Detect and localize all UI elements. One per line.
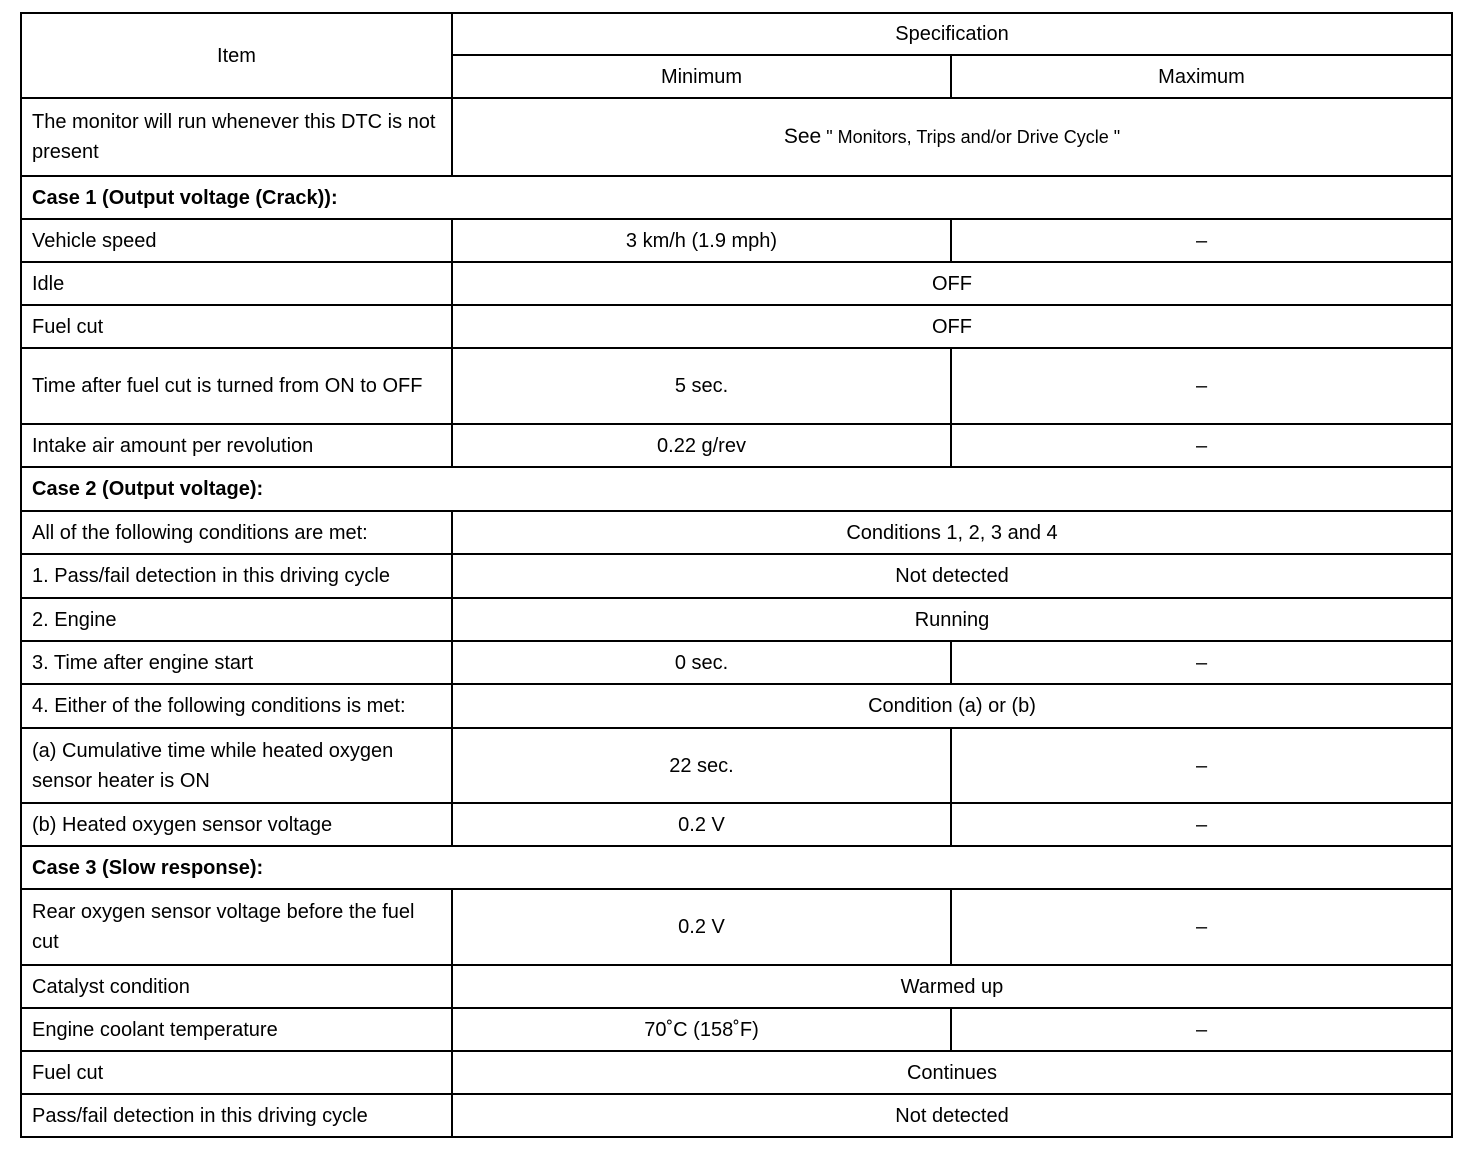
- table-row: [21, 889, 1452, 965]
- row-maximum: –: [951, 889, 1452, 965]
- table-row: [21, 728, 1452, 803]
- row-item: Catalyst condition: [21, 965, 452, 1008]
- row-maximum: –: [951, 348, 1452, 424]
- case-3-title: Case 3 (Slow response):: [21, 846, 1452, 889]
- row-item: (b) Heated oxygen sensor voltage: [21, 803, 452, 846]
- row-item: 1. Pass/fail detection in this driving cycle: [21, 554, 452, 598]
- row-value: Condition (a) or (b): [452, 684, 1452, 728]
- table-row: [21, 262, 1452, 305]
- table-row: [21, 98, 1452, 176]
- row-value: Conditions 1, 2, 3 and 4: [452, 511, 1452, 554]
- row-value: Continues: [452, 1051, 1452, 1094]
- table-row: [21, 803, 1452, 846]
- row-maximum: –: [951, 641, 1452, 684]
- header-row-top: [21, 13, 1452, 55]
- row-value: [452, 98, 1452, 176]
- row-maximum: –: [951, 803, 1452, 846]
- row-item: Time after fuel cut is turned from ON to OFF: [21, 348, 452, 424]
- row-value: Not detected: [452, 554, 1452, 598]
- row-minimum: 3 km/h (1.9 mph): [452, 219, 951, 262]
- row-item: (a) Cumulative time while heated oxygen sensor heater is ON: [21, 728, 452, 803]
- table-row: [21, 348, 1452, 424]
- row-item: Idle: [21, 262, 452, 305]
- row-item: Pass/fail detection in this driving cycle: [21, 1094, 452, 1137]
- table-row: [21, 1051, 1452, 1094]
- table-row: [21, 598, 1452, 641]
- row-maximum: –: [951, 424, 1452, 467]
- table-row: [21, 641, 1452, 684]
- row-item: Rear oxygen sensor voltage before the fuel cut: [21, 889, 452, 965]
- row-item: 2. Engine: [21, 598, 452, 641]
- table-row: [21, 424, 1452, 467]
- case-header-row: [21, 176, 1452, 219]
- case-header-row: [21, 846, 1452, 889]
- table-row: [21, 219, 1452, 262]
- row-minimum: 70˚C (158˚F): [452, 1008, 951, 1051]
- row-item: Engine coolant temperature: [21, 1008, 452, 1051]
- row-maximum: –: [951, 728, 1452, 803]
- row-value: OFF: [452, 305, 1452, 348]
- table-row: [21, 305, 1452, 348]
- row-value: Not detected: [452, 1094, 1452, 1137]
- row-minimum: 0.2 V: [452, 803, 951, 846]
- header-maximum: Maximum: [951, 55, 1452, 98]
- row-value: Warmed up: [452, 965, 1452, 1008]
- row-maximum: –: [951, 219, 1452, 262]
- row-item: Fuel cut: [21, 305, 452, 348]
- table-row: [21, 1008, 1452, 1051]
- row-minimum: 0 sec.: [452, 641, 951, 684]
- row-item: Fuel cut: [21, 1051, 452, 1094]
- table-row: [21, 1094, 1452, 1137]
- row-item: All of the following conditions are met:: [21, 511, 452, 554]
- header-specification: Specification: [452, 13, 1452, 55]
- case-header-row: [21, 467, 1452, 511]
- case-1-title: Case 1 (Output voltage (Crack)):: [21, 176, 1452, 219]
- table-row: [21, 554, 1452, 598]
- row-minimum: 0.2 V: [452, 889, 951, 965]
- row-item: Intake air amount per revolution: [21, 424, 452, 467]
- specification-table: [20, 12, 1453, 1138]
- see-reference: " Monitors, Trips and/or Drive Cycle ": [821, 127, 1121, 147]
- header-item: Item: [21, 13, 452, 98]
- row-item: The monitor will run whenever this DTC is not present: [21, 98, 452, 176]
- row-item: 4. Either of the following conditions is met:: [21, 684, 452, 728]
- row-minimum: 22 sec.: [452, 728, 951, 803]
- case-2-title: Case 2 (Output voltage):: [21, 467, 1452, 511]
- row-value: Running: [452, 598, 1452, 641]
- row-item: Vehicle speed: [21, 219, 452, 262]
- row-minimum: 0.22 g/rev: [452, 424, 951, 467]
- table-row: [21, 511, 1452, 554]
- table-row: [21, 965, 1452, 1008]
- row-minimum: 5 sec.: [452, 348, 951, 424]
- row-item: 3. Time after engine start: [21, 641, 452, 684]
- row-value: OFF: [452, 262, 1452, 305]
- header-minimum: Minimum: [452, 55, 951, 98]
- table-row: [21, 684, 1452, 728]
- row-maximum: –: [951, 1008, 1452, 1051]
- see-word: See: [783, 125, 822, 148]
